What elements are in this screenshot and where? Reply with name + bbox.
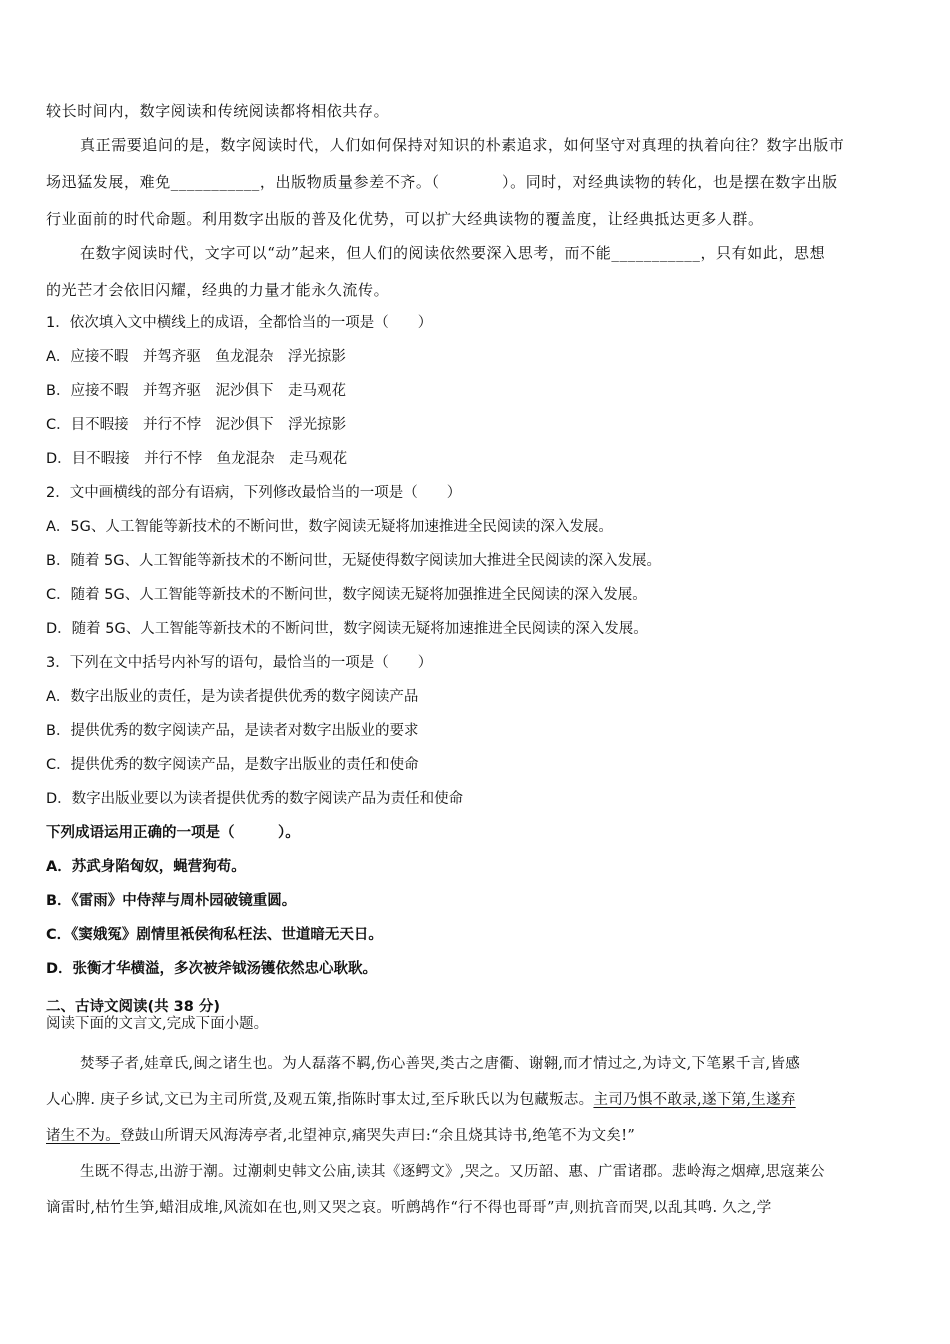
underlined-sentence: 诸生不为。 bbox=[46, 1128, 120, 1144]
classical-text-line: 焚琴子者,娃章氏,闽之诸生也。为人磊落不羁,伤心善哭,类古之唐衢、谢翱,而才情过之,为诗文,下笔累千言,皆感 bbox=[80, 1056, 801, 1072]
passage-line: 较长时间内，数字阅读和传统阅读都将相依共存。 bbox=[46, 102, 390, 120]
passage-line: 行业面前的时代命题。利用数字出版的普及化优势，可以扩大经典读物的覆盖度，让经典抵达更多人群。 bbox=[46, 210, 764, 228]
classical-text-line bbox=[46, 1118, 908, 1155]
question-2-option-a: A．5G、人工智能等新技术的不断问世，数字阅读无疑将加速推进全民阅读的深入发展。 bbox=[46, 519, 613, 535]
idiom-option-b: B．《雷雨》中侍萍与周朴园破镜重圆。 bbox=[46, 893, 297, 909]
question-2-stem: 2．文中画横线的部分有语病，下列修改最恰当的一项是（ ） bbox=[46, 485, 462, 501]
question-2-option-b: B．随着 5G、人工智能等新技术的不断问世，无疑使得数字阅读加大推进全民阅读的深入发展。 bbox=[46, 553, 662, 569]
question-3-option-c: C．提供优秀的数字阅读产品，是数字出版业的责任和使命 bbox=[46, 757, 419, 773]
idiom-option-a: A．苏武身陷匈奴，蝇营狗苟。 bbox=[46, 859, 246, 875]
classical-text-line bbox=[46, 1082, 908, 1119]
passage-line: 在数字阅读时代，文字可以“动”起来，但人们的阅读依然要深入思考，而不能___________，只有如此，思想 bbox=[80, 244, 826, 262]
classical-text-segment: 登鼓山所谓天风海涛亭者,北望神京,痛哭失声曰:“余且烧其诗书,绝笔不为文矣!” bbox=[120, 1128, 636, 1144]
passage-line: 的光芒才会依旧闪耀，经典的力量才能永久流传。 bbox=[46, 281, 390, 299]
question-3-option-b: B．提供优秀的数字阅读产品，是读者对数字出版业的要求 bbox=[46, 723, 419, 739]
classical-text-segment: 人心脾. 庚子乡试,文已为主司所赏,及观五策,指陈时事太过,至斥耿氏以为包藏叛志。 bbox=[46, 1092, 594, 1108]
question-3-option-d: D．数字出版业要以为读者提供优秀的数字阅读产品为责任和使命 bbox=[46, 791, 464, 807]
section-heading: 二、古诗文阅读(共 38 分) bbox=[46, 999, 221, 1015]
idiom-question-stem: 下列成语运用正确的一项是（ ）。 bbox=[46, 825, 300, 841]
passage-line: 场迅猛发展，难免___________，出版物质量参差不齐。（ ）。同时，对经典读物的转化，也是摆在数字出版 bbox=[46, 173, 838, 191]
idiom-option-c: C．《窦娥冤》剧情里衹侯徇私枉法、世道暗无天日。 bbox=[46, 927, 383, 943]
question-2-option-c: C．随着 5G、人工智能等新技术的不断问世，数字阅读无疑将加强推进全民阅读的深入发展。 bbox=[46, 587, 647, 603]
classical-text-line: 生既不得志,出游于潮。过潮刺史韩文公庙,读其《逐鳄文》,哭之。又历韶、惠、广雷诸郡。悲岭海之烟瘴,思寇莱公 bbox=[80, 1164, 825, 1180]
question-3-stem: 3．下列在文中括号内补写的语句，最恰当的一项是（ ） bbox=[46, 655, 433, 671]
classical-text-line: 谪雷时,枯竹生笋,蜡泪成堆,风流如在也,则又哭之哀。听鹧鸪作“行不得也哥哥”声,则抗音而哭,以乱其鸣. 久之,学 bbox=[46, 1200, 772, 1216]
passage-line: 真正需要追问的是，数字阅读时代，人们如何保持对知识的朴素追求，如何坚守对真理的执着向往？数字出版市 bbox=[80, 136, 845, 154]
question-3-option-a: A．数字出版业的责任，是为读者提供优秀的数字阅读产品 bbox=[46, 689, 419, 705]
underlined-sentence: 主司乃惧不敢录,遂下第,生遂弃 bbox=[593, 1092, 796, 1108]
question-1-stem: 1．依次填入文中横线上的成语，全都恰当的一项是（ ） bbox=[46, 315, 433, 331]
question-1-option-b: B．应接不暇 并驾齐驱 泥沙俱下 走马观花 bbox=[46, 383, 346, 399]
question-2-option-d: D．随着 5G、人工智能等新技术的不断问世，数字阅读无疑将加速推进全民阅读的深入发展。 bbox=[46, 621, 648, 637]
question-1-option-a: A．应接不暇 并驾齐驱 鱼龙混杂 浮光掠影 bbox=[46, 349, 346, 365]
section-instruction: 阅读下面的文言文,完成下面小题。 bbox=[46, 1016, 269, 1032]
question-1-option-c: C．目不暇接 并行不悖 泥沙俱下 浮光掠影 bbox=[46, 417, 347, 433]
question-1-option-d: D．目不暇接 并行不悖 鱼龙混杂 走马观花 bbox=[46, 451, 348, 467]
idiom-option-d: D．张衡才华横溢，多次被斧钺汤镬依然忠心耿耿。 bbox=[46, 961, 378, 977]
